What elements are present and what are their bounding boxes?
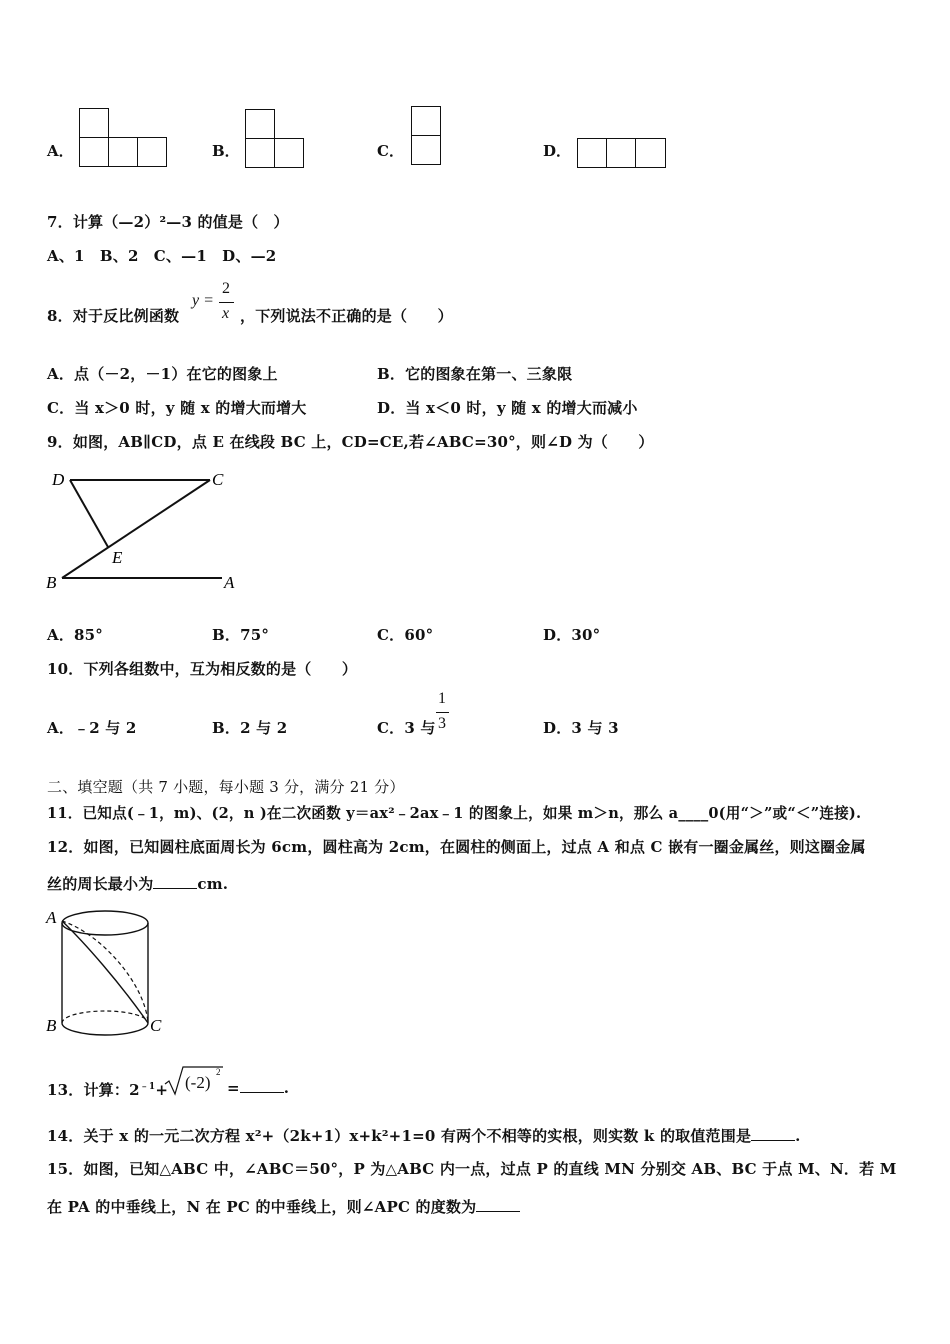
- q15-line1: 15．如图，已知△ABC 中，∠ABC＝50°，P 为△ABC 内一点，过点 P 的直线 MN 分别交 AB、BC 于点 M、N．若 M: [47, 1160, 897, 1178]
- point-label-c: C: [212, 470, 224, 489]
- net-square: [635, 138, 666, 168]
- q13-plus: +: [155, 1081, 169, 1099]
- fraction-bar: [219, 302, 234, 303]
- net-square: [411, 106, 441, 136]
- option-label: D．: [543, 142, 572, 160]
- q13-exponent: ﹣1: [139, 1082, 156, 1092]
- net-square: [79, 108, 109, 138]
- q8-stem-pre: 8．对于反比例函数: [47, 307, 180, 325]
- q13-radicand: (-2): [185, 1073, 211, 1092]
- q7-stem: 7．计算（—2）²—3 的值是（ ）: [47, 213, 289, 231]
- q9-option-c[interactable]: C．60°: [377, 626, 434, 644]
- q8-function-numerator: 2: [222, 280, 230, 297]
- q12-line2-pre: 丝的周长最小为: [47, 875, 154, 893]
- q13-answer: [227, 1079, 289, 1097]
- q10-option-c[interactable]: C．3 与: [377, 719, 436, 737]
- answer-blank[interactable]: [751, 1128, 795, 1141]
- q10-option-a[interactable]: A．﹣2 与 2: [47, 719, 137, 737]
- q8-option-b[interactable]: B．它的图象在第一、三象限: [377, 365, 573, 383]
- option-label: C．: [377, 142, 404, 160]
- q8-option-a[interactable]: A．点（－2，－1）在它的图象上: [47, 365, 278, 383]
- q13-radicand-exponent: 2: [216, 1067, 221, 1077]
- option-label: B．: [212, 142, 240, 160]
- q8-option-d[interactable]: D．当 x＜0 时，y 随 x 的增大而减小: [377, 399, 638, 417]
- q10-option-c-denominator: 3: [438, 715, 446, 732]
- q15-line2: [47, 1196, 520, 1217]
- q14-end: .: [795, 1127, 801, 1145]
- answer-blank[interactable]: [476, 1199, 520, 1212]
- q15-line2-text: 在 PA 的中垂线上，N 在 PC 的中垂线上，则∠APC 的度数为: [47, 1198, 477, 1216]
- q10-stem: 10．下列各组数中，互为相反数的是（ ）: [47, 660, 358, 678]
- net-square: [411, 135, 441, 165]
- q12-cylinder-figure: [40, 903, 170, 1038]
- q10-option-c-numerator: 1: [438, 690, 446, 707]
- net-square: [137, 137, 167, 167]
- section-heading: 二、填空题（共 7 小题，每小题 3 分，满分 21 分）: [47, 778, 405, 796]
- net-square: [577, 138, 607, 168]
- q9-option-d[interactable]: D．30°: [543, 626, 601, 644]
- point-label-d: D: [52, 470, 65, 489]
- net-square: [108, 137, 138, 167]
- option-label: A．: [47, 142, 74, 160]
- q14-stem: [47, 1125, 801, 1146]
- q9-stem: 9．如图，AB∥CD，点 E 在线段 BC 上，CD=CE,若∠ABC=30°，则∠D 为（ ）: [47, 433, 654, 451]
- q10-option-d[interactable]: D．3 与 3: [543, 719, 619, 737]
- q8-function-lhs: y =: [192, 292, 214, 309]
- q9-geometry-figure: [40, 465, 250, 595]
- q13-pre: 13．计算：2: [47, 1081, 140, 1099]
- q13-stem: [47, 1079, 168, 1100]
- net-square: [79, 137, 109, 167]
- q10-option-b[interactable]: B．2 与 2: [212, 719, 288, 737]
- net-square: [245, 109, 275, 139]
- q7-options: A、1 B、2 C、—1 D、—2: [47, 247, 277, 265]
- q8-stem-post: ，下列说法不正确的是（ ）: [240, 307, 453, 325]
- point-label-a: A: [224, 573, 235, 592]
- net-square: [245, 138, 275, 168]
- q13-equals: =: [227, 1079, 240, 1097]
- answer-blank[interactable]: [153, 876, 197, 889]
- q8-stem: [47, 305, 179, 326]
- q14-text: 14．关于 x 的一元二次方程 x²+（2k+1）x+k²+1=0 有两个不相等的实根，则实数 k 的取值范围是: [47, 1127, 752, 1145]
- fraction-bar: [436, 712, 449, 713]
- net-square: [274, 138, 304, 168]
- q12-line1: 12．如图，已知圆柱底面周长为 6cm，圆柱高为 2cm，在圆柱的侧面上，过点 A 和点 C 嵌有一圈金属丝，则这圈金属: [47, 838, 866, 856]
- point-label-b: B: [46, 1016, 57, 1035]
- point-label-a: A: [46, 908, 57, 927]
- q9-option-a[interactable]: A．85°: [47, 626, 104, 644]
- q11-stem: 11．已知点(﹣1，m)、(2，n )在二次函数 y＝ax²﹣2ax﹣1 的图象上，如果 m＞n，那么 a____0(用“＞”或“＜”连接).: [47, 805, 862, 822]
- net-square: [606, 138, 636, 168]
- point-label-b: B: [46, 573, 57, 592]
- q12-line2: [47, 873, 228, 894]
- answer-blank[interactable]: [240, 1080, 284, 1093]
- point-label-c: C: [150, 1016, 162, 1035]
- q8-function-denominator: x: [222, 305, 230, 322]
- point-label-e: E: [112, 548, 123, 567]
- q9-option-b[interactable]: B．75°: [212, 626, 270, 644]
- q8-option-c[interactable]: C．当 x＞0 时，y 随 x 的增大而增大: [47, 399, 307, 417]
- q13-end: .: [283, 1079, 290, 1097]
- q12-line2-post: cm.: [197, 875, 229, 893]
